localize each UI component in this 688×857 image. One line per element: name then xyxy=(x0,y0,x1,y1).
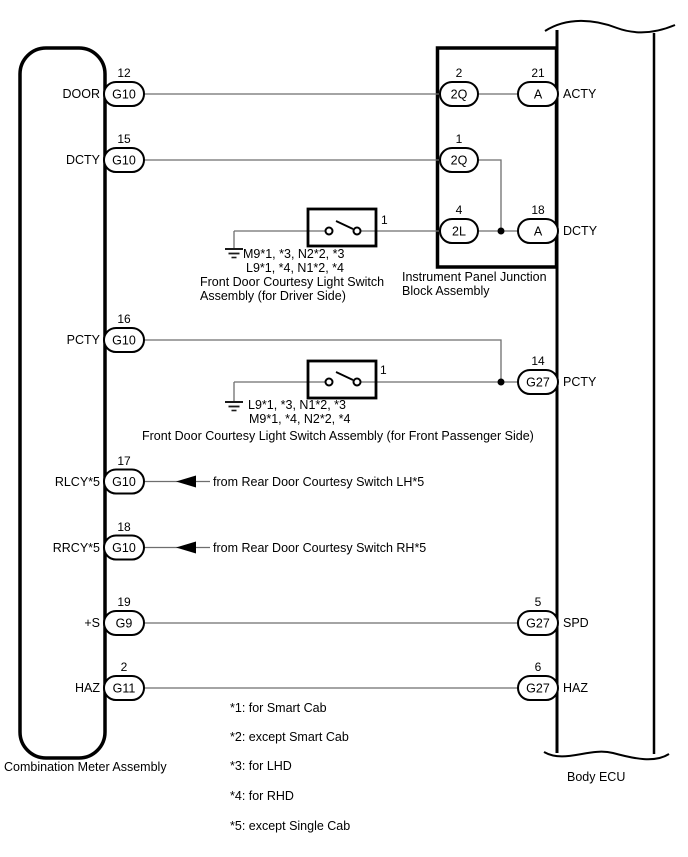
acty-signal-label: ACTY xyxy=(563,87,597,101)
passenger-switch-code-line1: L9*1, *3, N1*2, *3 xyxy=(248,398,346,412)
plus-s-signal-label: +S xyxy=(84,616,100,630)
acty-pin-number: 21 xyxy=(531,66,545,80)
footnote-4: *4: for RHD xyxy=(230,789,294,803)
footnote-5: *5: except Single Cab xyxy=(230,819,351,833)
rrcy-signal-label: RRCY*5 xyxy=(52,541,100,555)
spd-pin-number: 5 xyxy=(534,595,542,609)
passenger-ground-icon xyxy=(225,382,243,411)
dcty-connector-id: G10 xyxy=(112,153,136,168)
rlcy-pin-number: 17 xyxy=(117,454,131,468)
haz-ecu-connector-id: G27 xyxy=(526,681,550,696)
dcty-ecu-connector-id: A xyxy=(533,224,543,239)
junction-dot-dcty xyxy=(498,228,505,235)
connector-rrcy xyxy=(53,520,144,560)
driver-switch-name-line2: Assembly (for Driver Side) xyxy=(200,289,346,303)
passenger-switch-name: Front Door Courtesy Light Switch Assembly (for Front Passenger Side) xyxy=(142,429,534,443)
acty-connector-id: A xyxy=(533,87,543,102)
pcty-ecu-pin-number: 14 xyxy=(531,354,545,368)
pcty-connector-id: G10 xyxy=(112,333,136,348)
driver-switch-name-line1: Front Door Courtesy Light Switch xyxy=(200,275,385,289)
2l-pin4-id: 2L xyxy=(452,224,466,239)
haz-ecu-signal-label: HAZ xyxy=(563,681,588,695)
connector-haz-ecu xyxy=(518,660,588,700)
connector-2q-pin1 xyxy=(440,132,478,172)
passenger-switch-code-line2: M9*1, *4, N2*2, *4 xyxy=(249,412,351,426)
rrcy-arrow-icon xyxy=(176,542,196,554)
haz-connector-id: G11 xyxy=(112,681,136,696)
dcty-ecu-signal-label: DCTY xyxy=(563,224,598,238)
connector-2q-pin2 xyxy=(440,66,478,106)
pcty-pin-number: 16 xyxy=(117,312,131,326)
footnote-2: *2: except Smart Cab xyxy=(230,730,349,744)
connector-spd xyxy=(518,595,589,635)
door-signal-label: DOOR xyxy=(62,87,100,101)
pcty-ecu-connector-id: G27 xyxy=(526,375,550,390)
haz-pin-number: 2 xyxy=(120,660,128,674)
driver-switch-code-line1: M9*1, *3, N2*2, *3 xyxy=(243,247,345,261)
2q-pin2-id: 2Q xyxy=(450,87,468,102)
footnote-3: *3: for LHD xyxy=(230,759,292,773)
rrcy-ref-label: from Rear Door Courtesy Switch RH*5 xyxy=(213,541,427,555)
2q-pin1-id: 2Q xyxy=(450,153,468,168)
2q-pin1-number: 1 xyxy=(455,132,463,146)
rlcy-signal-label: RLCY*5 xyxy=(54,475,100,489)
driver-switch-code-line2: L9*1, *4, N1*2, *4 xyxy=(246,261,344,275)
plus-s-pin-number: 19 xyxy=(117,595,131,609)
rrcy-connector-id: G10 xyxy=(112,541,136,555)
dcty-internal-wire xyxy=(478,160,501,231)
dcty-pin-number: 15 xyxy=(117,132,131,146)
passenger-switch-icon xyxy=(308,361,376,398)
footnote-1: *1: for Smart Cab xyxy=(230,701,327,715)
driver-switch-pin-number: 1 xyxy=(381,213,388,227)
body-ecu-label: Body ECU xyxy=(567,770,626,784)
rrcy-pin-number: 18 xyxy=(117,520,131,534)
driver-switch-icon xyxy=(308,209,376,246)
pcty-ecu-signal-label: PCTY xyxy=(563,375,597,389)
spd-signal-label: SPD xyxy=(563,616,589,630)
body-ecu-top-break xyxy=(545,21,675,32)
junction-dot-pcty xyxy=(498,379,505,386)
combination-meter-label: Combination Meter Assembly xyxy=(4,760,167,774)
connector-rlcy xyxy=(55,454,144,494)
rlcy-arrow-icon xyxy=(176,476,196,488)
haz-ecu-pin-number: 6 xyxy=(534,660,542,674)
body-ecu-bottom-break xyxy=(544,752,669,760)
connector-haz-meter xyxy=(75,660,144,700)
rlcy-connector-id: G10 xyxy=(112,475,136,489)
dcty-signal-label: DCTY xyxy=(65,153,100,167)
passenger-switch-pin-number: 1 xyxy=(380,363,387,377)
2l-pin4-number: 4 xyxy=(455,203,463,217)
spd-connector-id: G27 xyxy=(526,616,550,631)
connector-plus-s xyxy=(84,595,144,635)
door-pin-number: 12 xyxy=(117,66,131,80)
haz-signal-label: HAZ xyxy=(75,681,100,695)
door-connector-id: G10 xyxy=(112,87,136,102)
junction-block-label-line2: Block Assembly xyxy=(402,284,490,298)
dcty-ecu-pin-number: 18 xyxy=(531,203,545,217)
2q-pin2-number: 2 xyxy=(455,66,463,80)
driver-ground-icon xyxy=(225,231,243,258)
rlcy-ref-label: from Rear Door Courtesy Switch LH*5 xyxy=(213,475,425,489)
plus-s-connector-id: G9 xyxy=(115,616,133,631)
pcty-signal-label: PCTY xyxy=(66,333,100,347)
junction-block-label-line1: Instrument Panel Junction xyxy=(402,270,547,284)
connector-2l-pin4 xyxy=(440,203,478,243)
